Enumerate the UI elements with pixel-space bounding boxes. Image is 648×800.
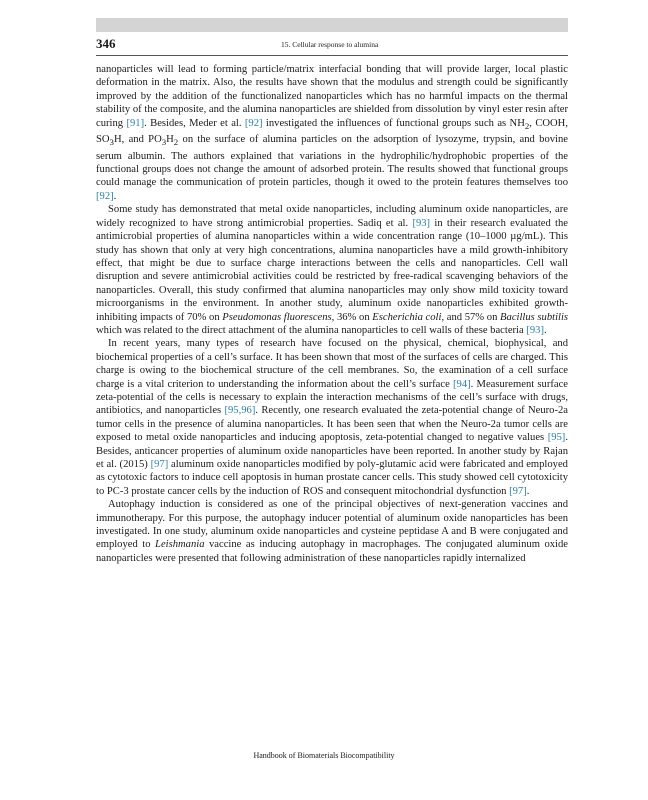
citation-link[interactable]: [93] [412, 217, 431, 229]
text-run: . Besides, anticancer properties of aluminum oxide nanoparticles have been reported. In another study by Rajan et al. (2015) [96, 432, 568, 470]
citation-link[interactable]: [91] [126, 117, 145, 129]
running-head [96, 36, 568, 52]
text-run: . [544, 324, 547, 336]
text-run: . [526, 485, 530, 497]
text-run: H [166, 134, 174, 146]
citation-link[interactable]: [93] [526, 324, 545, 336]
text-run: . Measurement surface zeta-potential of the cells is necessary to explain the interaction mechanisms of the cell’s surface with drugs, antibiotics, and nanoparticles [96, 378, 568, 417]
paragraph [96, 337, 568, 498]
text-run: . Recently, one research evaluated the zeta-potential change of Neuro-2a tumor cells in the presence of alumina nanoparticles. It has been seen that when the Neuro-2a tumor cells are exposed to metal oxide nanoparticles and inducing apoptosis, zeta-potential changed to negative values [96, 405, 569, 444]
citation-link[interactable]: [92] [96, 190, 114, 202]
text-run: on the surface of alumina particles on the adsorption of lysozyme, trypsin, and bovine serum albumin. The authors explained that variations in the hydrophilic/hydrophobic properties of the functional groups does not change the amount of adsorbed protein. The results showed that functional groups could manage the communication of protein particles, though it owed to the protein features themselves too [96, 134, 568, 189]
text-run: , and 57% on [441, 311, 501, 323]
citation-link[interactable]: [97] [150, 459, 169, 470]
species-name: Leishmania [155, 539, 205, 551]
header-band [96, 18, 568, 32]
subscript: 2 [524, 120, 530, 131]
citation-link[interactable]: [95,96] [224, 405, 256, 417]
header-rule [96, 55, 568, 56]
citation-link[interactable]: [92] [244, 117, 263, 129]
citation-link[interactable]: [95] [547, 432, 566, 444]
text-run: , COOH, SO [96, 117, 568, 146]
text-run: , 36% on [331, 311, 373, 323]
paragraph [96, 203, 568, 337]
text-run: In recent years, many types of research have focused on the physical, chemical, biophysical, and biochemical properties of a cell’s surface. It has been shown that most of the surfaces of cells are charged. This charge is owing to the biochemical structure of the cell membranes. So, the examination of a cell surface charge is a vital criterion to understanding the information about the cell’s surface [96, 338, 568, 390]
text-run: . Besides, Meder et al. [144, 117, 245, 129]
paragraph [96, 63, 568, 203]
paragraph [96, 498, 568, 565]
citation-link[interactable]: [97] [509, 485, 527, 497]
species-name: Escherichia coli [372, 311, 442, 323]
body-text [96, 63, 568, 565]
text-run: Autophagy induction is considered as one of the principal objectives of next-generation vaccines and immunotherapy. For this purpose, the autophagy inducer potential of aluminum oxide nanoparticles has been investigated. In one study, aluminum oxide nanoparticles and cysteine peptidase A and B were conjugated and employed to [96, 499, 568, 551]
species-name: Pseudomonas fluorescens [222, 311, 332, 323]
species-name: Bacillus subtilis [500, 311, 569, 323]
text-run: H, and PO [113, 134, 162, 146]
chapter-title: 15. Cellular response to alumina [281, 40, 379, 49]
text-run: . [113, 190, 117, 202]
text-run: vaccine as inducing autophagy in macrophages. The conjugated aluminum oxide nanoparticles were presented that following administration of these nanoparticles rapidly internalized [96, 539, 569, 564]
book-title-footer: Handbook of Biomaterials Biocompatibility [253, 751, 395, 760]
citation-link[interactable]: [94] [453, 378, 471, 390]
subscript: 3 [109, 137, 114, 148]
text-run: which was related to the direct attachment of the alumina nanoparticles to cell walls of these bacteria [96, 324, 527, 336]
page-number: 346 [96, 36, 116, 51]
text-run: investigated the influences of functional groups such as NH [262, 117, 525, 129]
subscript: 3 [161, 137, 167, 148]
subscript: 2 [173, 137, 179, 148]
text-run: Some study has demonstrated that metal oxide nanoparticles, including aluminum oxide nanoparticles, are widely recognized to have strong antimicrobial properties. Sadiq et al. [96, 204, 568, 229]
text-run: aluminum oxide nanoparticles modified by poly-glutamic acid were fabricated and employed as cytotoxic factors to induce cell apoptosis in human prostate cancer cells. This study showed cell cytotoxicity to PC-3 prostate cancer cells by the induction of ROS and consequent mitochondrial dysfunction [96, 459, 568, 497]
text-run: in their research evaluated the antimicrobial properties of alumina nanoparticles within a wide concentration range (10–1000 µg/mL). This study has shown that only at very high concentrations, alumina nanoparticles have a mild growth-inhibitory effect, that might be due to surface charge interactions between the cells and nanoparticles. Cell wall disruption and severe antimicrobial activities could be restricted by free-radical scavenging behaviors of the nanoparticles. Overall, this study confirmed that alumina nanoparticles may only show mild toxicity toward microorganisms in the environment. In another study, aluminum oxide nanoparticles exhibited growth-inhibiting impacts of 70% on [96, 217, 568, 323]
text-run: nanoparticles will lead to forming particle/matrix interfacial bonding that will provide larger, local plastic deformation in the matrix. Also, the results have shown that the modulus and strength could be significantly improved by the addition of the functionalized nanoparticles which has no harmful impacts on the thermal stability of the composite, and the alumina nanoparticles are shielded from dissolution by vinyl ester resin after curing [96, 64, 568, 129]
